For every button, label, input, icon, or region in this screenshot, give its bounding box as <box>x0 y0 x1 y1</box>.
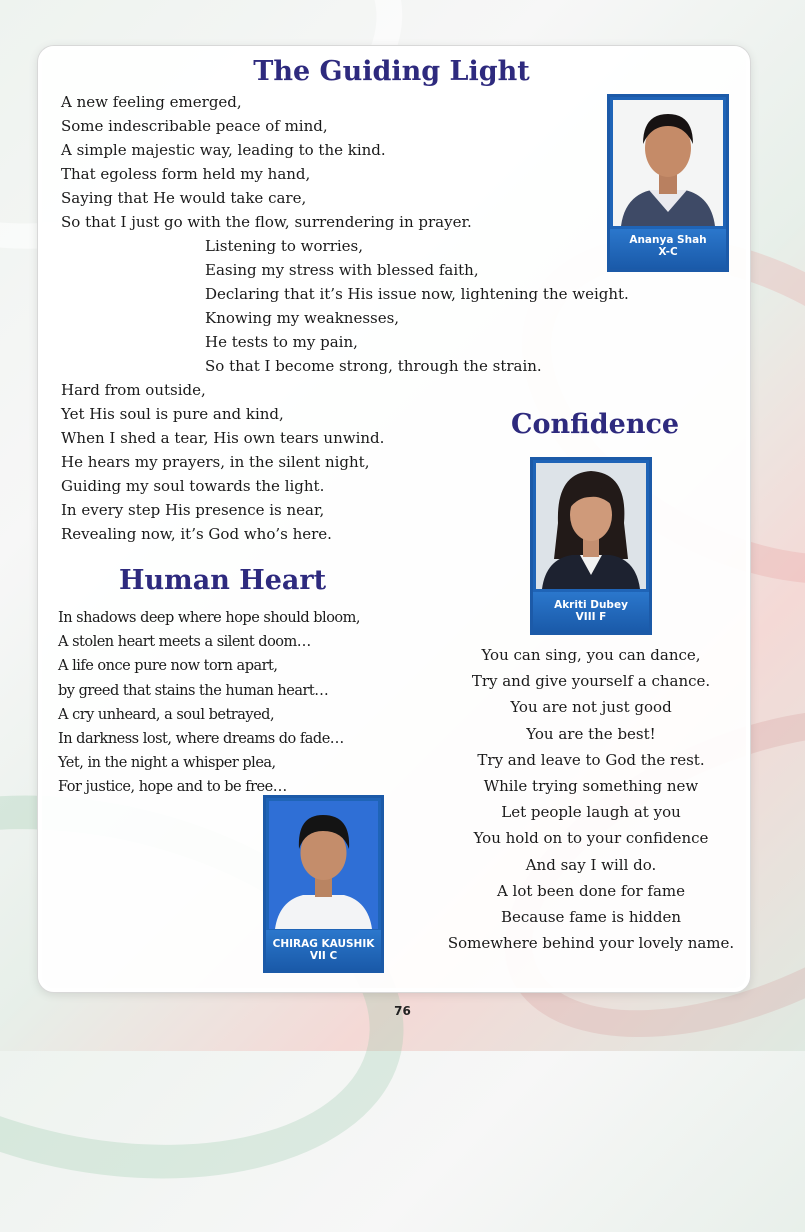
poem-line: A cry unheard, a soul betrayed, <box>58 706 275 723</box>
poem-line: So that I just go with the flow, surrendering in prayer. <box>61 213 472 231</box>
author-photo <box>613 100 723 226</box>
poem-title-guiding-light: The Guiding Light <box>253 56 530 87</box>
author-card-chirag <box>263 795 384 973</box>
poem-line: When I shed a tear, His own tears unwind. <box>61 429 385 447</box>
poem-line: In shadows deep where hope should bloom, <box>58 610 361 626</box>
poem-line: Hard from outside, <box>61 381 206 399</box>
poem-line: Revealing now, it’s God who’s here. <box>61 525 332 543</box>
poem-line: You are the best! <box>526 724 656 743</box>
poem-line: Knowing my weaknesses, <box>205 309 400 327</box>
author-caption <box>266 930 381 970</box>
author-class: VIII F <box>575 611 607 623</box>
poem-line: He tests to my pain, <box>205 333 358 351</box>
poem-line: And say I will do. <box>525 855 657 874</box>
poem-title-human-heart: Human Heart <box>119 565 327 596</box>
poem-body-confidence <box>446 642 736 956</box>
author-name: Akriti Dubey <box>554 599 628 611</box>
poem-line: A lot been done for fame <box>496 881 686 900</box>
poem-line: Let people laugh at you <box>501 803 681 822</box>
poem-line: In every step His presence is near, <box>61 501 325 519</box>
author-caption <box>610 229 726 269</box>
poem-line: That egoless form held my hand, <box>61 165 311 183</box>
author-class: VII C <box>309 950 338 962</box>
poem-line: by greed that stains the human heart… <box>58 682 329 699</box>
page-number: 76 <box>394 1004 411 1018</box>
poem-line: You are not just good <box>510 698 672 717</box>
poem-line: A life once pure now torn apart, <box>58 658 278 675</box>
author-photo <box>269 801 378 929</box>
poem-line: A simple majestic way, leading to the kind. <box>61 141 386 159</box>
poem-stanza <box>61 90 472 234</box>
author-photo <box>536 463 646 589</box>
poem-title-confidence: Confidence <box>511 409 680 440</box>
poem-line: Guiding my soul towards the light. <box>61 477 325 495</box>
poem-line: In darkness lost, where dreams do fade… <box>58 730 344 747</box>
poem-line: Listening to worries, <box>205 237 364 255</box>
author-caption <box>533 592 649 632</box>
poem-line: Declaring that it’s His issue now, lightening the weight. <box>205 285 629 303</box>
poem-line: A stolen heart meets a silent doom… <box>58 634 311 651</box>
poem-line: Saying that He would take care, <box>61 189 307 207</box>
poem-line: Yet, in the night a whisper plea, <box>58 755 276 772</box>
poem-body-human-heart <box>58 606 360 800</box>
poem-line: So that I become strong, through the strain. <box>205 357 542 375</box>
poem-stanza <box>205 234 629 378</box>
poem-line: While trying something new <box>483 776 699 795</box>
author-name: Ananya Shah <box>629 234 707 246</box>
poem-line: Yet His soul is pure and kind, <box>61 405 284 423</box>
poem-line: For justice, hope and to be free… <box>58 779 287 796</box>
author-card-ananya <box>607 94 729 272</box>
poem-line: A new feeling emerged, <box>61 93 242 111</box>
author-name: CHIRAG KAUSHIK <box>272 938 375 950</box>
poem-line: Try and leave to God the rest. <box>477 750 705 769</box>
poem-line: Some indescribable peace of mind, <box>61 117 328 135</box>
poem-line: Somewhere behind your lovely name. <box>447 934 735 953</box>
poem-line: You hold on to your confidence <box>473 829 709 848</box>
author-class: X-C <box>658 246 678 258</box>
poem-line: He hears my prayers, in the silent night, <box>61 453 370 471</box>
author-card-akriti <box>530 457 652 635</box>
poem-line: Because fame is hidden <box>500 907 682 926</box>
poem-line: Easing my stress with blessed faith, <box>205 261 479 279</box>
poem-line: Try and give yourself a chance. <box>471 672 711 691</box>
poem-line: You can sing, you can dance, <box>481 646 701 664</box>
poem-stanza <box>61 378 384 546</box>
